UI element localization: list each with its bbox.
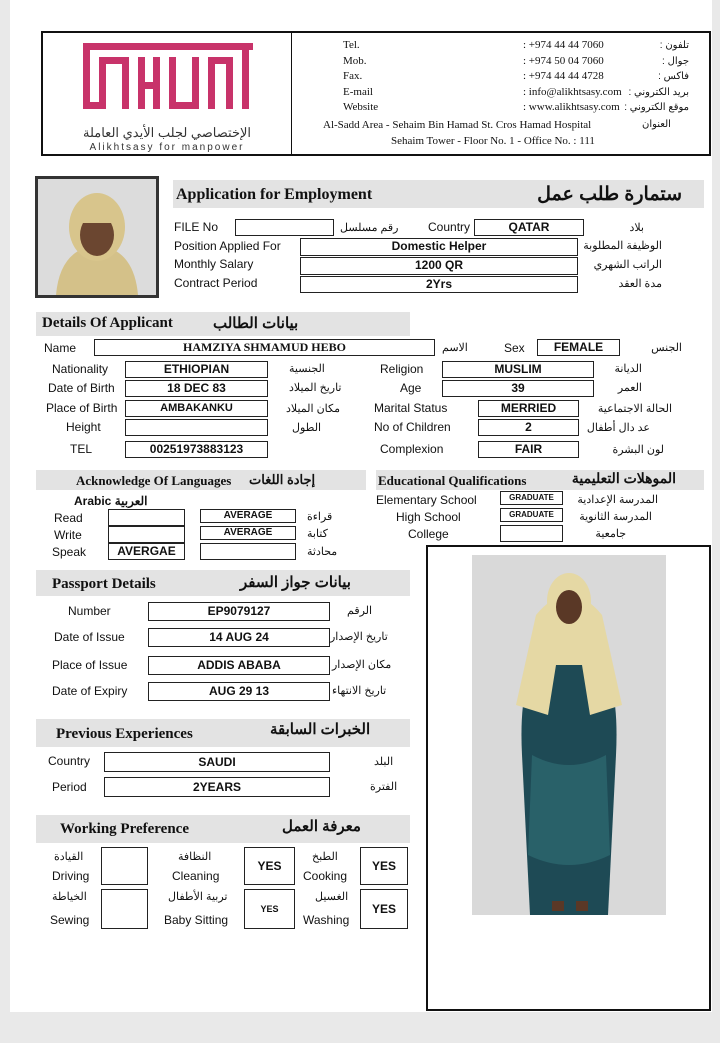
address-line-1: Al-Sadd Area - Sehaim Bin Hamad St. Cros Hamad Hospital (323, 119, 592, 131)
pob-field[interactable]: AMBAKANKU (125, 400, 268, 417)
full-body-photo-icon (472, 555, 666, 915)
driving-field[interactable] (101, 847, 148, 885)
dob-field[interactable]: 18 DEC 83 (125, 380, 268, 397)
name-field[interactable]: HAMZIYA SHMAMUD HEBO (94, 339, 435, 356)
passport-place-label-ar: مكان الإصدار (332, 659, 392, 671)
cleaning-label-ar: النظافة (178, 851, 212, 863)
speak-label: Speak (52, 545, 87, 559)
contact-value: : +974 44 44 7060 (523, 39, 604, 51)
read-arabic-field[interactable] (108, 509, 185, 526)
details-title-ar: بيانات الطالب (213, 315, 299, 332)
file-no-label-ar: رقم مسلسل (340, 222, 399, 234)
passport-issue-label-ar: تاريخ الإصدار (330, 631, 388, 643)
passport-title-ar: بيانات جواز السفر (240, 574, 351, 591)
country-field[interactable]: QATAR (474, 219, 584, 236)
contact-label-ar: فاكس : (658, 71, 689, 82)
college-label-ar: جامعية (595, 528, 626, 540)
religion-field[interactable]: MUSLIM (442, 361, 594, 378)
experience-title-ar: الخبرات السابقة (270, 721, 371, 738)
cooking-label: Cooking (303, 869, 348, 883)
file-no-field[interactable] (235, 219, 334, 236)
driving-label: Driving (52, 869, 90, 883)
preference-title-ar: معرفة العمل (282, 818, 361, 835)
nationality-field[interactable]: ETHIOPIAN (125, 361, 268, 378)
children-field[interactable]: 2 (478, 419, 579, 436)
marital-label-ar: الحالة الاجتماعية (597, 403, 672, 415)
cleaning-field[interactable]: YES (244, 847, 295, 885)
arabic-label-en: Arabic (74, 494, 112, 508)
contract-label: Contract Period (174, 276, 258, 290)
college-field[interactable] (500, 525, 563, 542)
logo-box (43, 33, 292, 154)
salary-label: Monthly Salary (174, 257, 254, 271)
sewing-label: Sewing (50, 913, 90, 927)
contact-label-ar: موقع الكتروني : (624, 102, 689, 113)
children-label: No of Children (374, 420, 451, 434)
contract-label-ar: مدة العقد (618, 278, 662, 290)
salary-field[interactable]: 1200 QR (300, 257, 578, 275)
education-title-en: Educational Qualifications (378, 473, 527, 488)
height-label-ar: الطول (292, 422, 322, 434)
application-title-ar: ستمارة طلب عمل (537, 184, 682, 205)
company-name-en: Alikhtsasy for manpower (89, 142, 245, 153)
write-label-ar: كتابة (307, 528, 328, 540)
arabic-label (74, 494, 148, 508)
experience-title-en: Previous Experiences (56, 726, 193, 742)
passport-place-field[interactable]: ADDIS ABABA (148, 656, 330, 675)
pob-label: Place of Birth (46, 401, 118, 415)
elementary-label-ar: المدرسة الإعدادية (577, 494, 658, 506)
complexion-label: Complexion (380, 442, 444, 456)
passport-title-en: Passport Details (52, 576, 156, 592)
contact-label-ar: بريد الكتروني : (628, 86, 689, 98)
speak-label-ar: محادثة (307, 546, 338, 558)
passport-number-label-ar: الرقم (347, 605, 373, 617)
salary-label-ar: الراتب الشهري (593, 259, 662, 271)
tel-label: TEL (70, 442, 93, 456)
speak-other-field[interactable] (200, 543, 296, 560)
baby-label-ar: تربية الأطفال (168, 891, 228, 903)
passport-number-label: Number (68, 604, 111, 618)
washing-field[interactable]: YES (360, 889, 408, 929)
passport-issue-label: Date of Issue (54, 630, 125, 644)
complexion-label-ar: لون البشرة (612, 444, 664, 456)
religion-label: Religion (380, 362, 424, 376)
religion-label-ar: الديانة (614, 363, 642, 375)
file-no-label: FILE No (174, 220, 219, 234)
experience-period-label: Period (52, 780, 87, 794)
preference-title-en: Working Preference (60, 821, 189, 837)
write-other-field[interactable]: AVERAGE (200, 526, 296, 540)
age-label: Age (400, 381, 422, 395)
sex-label-ar: الجنس (651, 342, 682, 354)
elementary-field[interactable]: GRADUATE (500, 491, 563, 505)
elementary-label: Elementary School (376, 493, 477, 507)
contact-label: Website (343, 101, 379, 113)
nationality-label: Nationality (52, 362, 109, 376)
country-label: Country (428, 220, 471, 234)
height-field[interactable] (125, 419, 268, 436)
high-field[interactable]: GRADUATE (500, 508, 563, 522)
nationality-label-ar: الجنسية (289, 363, 325, 375)
education-title-ar: الموهلات التعليمية (571, 470, 676, 486)
letterhead (41, 31, 711, 156)
applicant-portrait-photo (35, 176, 159, 298)
driving-label-ar: القيادة (54, 851, 84, 863)
dob-label-ar: تاريخ الميلاد (289, 382, 342, 394)
sex-label: Sex (504, 341, 525, 355)
cleaning-label: Cleaning (172, 869, 220, 883)
contact-value: : +974 44 44 4728 (523, 70, 604, 82)
passport-expiry-field[interactable]: AUG 29 13 (148, 682, 330, 701)
marital-label: Marital Status (374, 401, 448, 415)
college-label: College (408, 527, 449, 541)
experience-country-label: Country (48, 754, 91, 768)
contact-label: E-mail (343, 85, 373, 98)
tel-field[interactable]: 00251973883123 (125, 441, 268, 458)
experience-country-label-ar: البلد (374, 756, 394, 768)
contact-label: Fax. (343, 70, 363, 82)
contact-block (293, 39, 711, 153)
applicant-full-photo (426, 545, 711, 1011)
passport-expiry-label-ar: تاريخ الانتهاء (332, 685, 387, 697)
washing-label-ar: الغسيل (315, 891, 349, 903)
contact-value[interactable]: : info@alikhtsasy.com (523, 85, 622, 98)
sewing-field[interactable] (101, 889, 148, 929)
company-logo-icon (83, 37, 255, 113)
read-label: Read (54, 511, 83, 525)
passport-place-label: Place of Issue (52, 658, 128, 672)
passport-issue-field[interactable]: 14 AUG 24 (148, 628, 330, 647)
contact-label-ar: تلفون : (659, 40, 689, 51)
contact-label: Tel. (343, 39, 360, 51)
contact-value[interactable]: : www.alikhtsasy.com (523, 101, 620, 113)
read-label-ar: قراءة (307, 511, 333, 523)
write-label: Write (54, 528, 82, 542)
application-form (10, 0, 712, 1012)
portrait-icon (38, 179, 156, 295)
dob-label: Date of Birth (48, 381, 115, 395)
languages-title-ar: إجادة اللغات (249, 472, 316, 487)
read-other-field[interactable]: AVERAGE (200, 509, 296, 523)
country-label-ar: بلاد (629, 222, 644, 234)
name-label-ar: الاسم (442, 342, 468, 354)
address-label-ar: العنوان (642, 119, 671, 130)
complexion-field[interactable]: FAIR (478, 441, 579, 458)
cooking-field[interactable]: YES (360, 847, 408, 885)
company-name-ar: الإختصاصي لجلب الأيدي العاملة (82, 125, 252, 140)
details-title-en: Details Of Applicant (42, 315, 173, 331)
baby-label: Baby Sitting (164, 913, 229, 927)
washing-label: Washing (303, 913, 350, 927)
speak-arabic-field[interactable]: AVERGAE (108, 543, 185, 560)
baby-field[interactable]: YES (244, 889, 295, 929)
marital-field[interactable]: MERRIED (478, 400, 579, 417)
passport-number-field[interactable]: EP9079127 (148, 602, 330, 621)
position-label: Position Applied For (174, 239, 281, 253)
arabic-label-ar: العربية (114, 494, 148, 508)
sewing-label-ar: الخياطة (52, 891, 87, 903)
contract-field[interactable]: 2Yrs (300, 276, 578, 293)
application-title-en: Application for Employment (176, 186, 373, 203)
languages-title-en: Acknowledge Of Languages (76, 473, 232, 488)
height-label: Height (66, 420, 101, 434)
contact-label: Mob. (343, 54, 367, 67)
experience-period-label-ar: الفترة (370, 781, 398, 793)
position-label-ar: الوظيفة المطلوبة (583, 240, 662, 252)
write-arabic-field[interactable] (108, 526, 185, 543)
address-line-2: Sehaim Tower - Floor No. 1 - Office No. : 111 (391, 135, 595, 147)
high-label: High School (396, 510, 461, 524)
sex-field[interactable]: FEMALE (537, 339, 620, 356)
experience-period-field[interactable]: 2YEARS (104, 777, 330, 797)
cooking-label-ar: الطبخ (312, 851, 338, 863)
position-field[interactable]: Domestic Helper (300, 238, 578, 256)
experience-country-field[interactable]: SAUDI (104, 752, 330, 772)
name-label: Name (44, 341, 77, 355)
pob-label-ar: مكان الميلاد (286, 403, 341, 415)
age-label-ar: العمر (617, 382, 642, 394)
passport-expiry-label: Date of Expiry (52, 684, 128, 698)
children-label-ar: عد دال أطفال (586, 422, 650, 434)
contact-label-ar: جوال : (662, 55, 689, 67)
high-label-ar: المدرسة الثانوية (579, 511, 652, 523)
age-field[interactable]: 39 (442, 380, 594, 397)
contact-value: : +974 50 04 7060 (523, 54, 604, 67)
